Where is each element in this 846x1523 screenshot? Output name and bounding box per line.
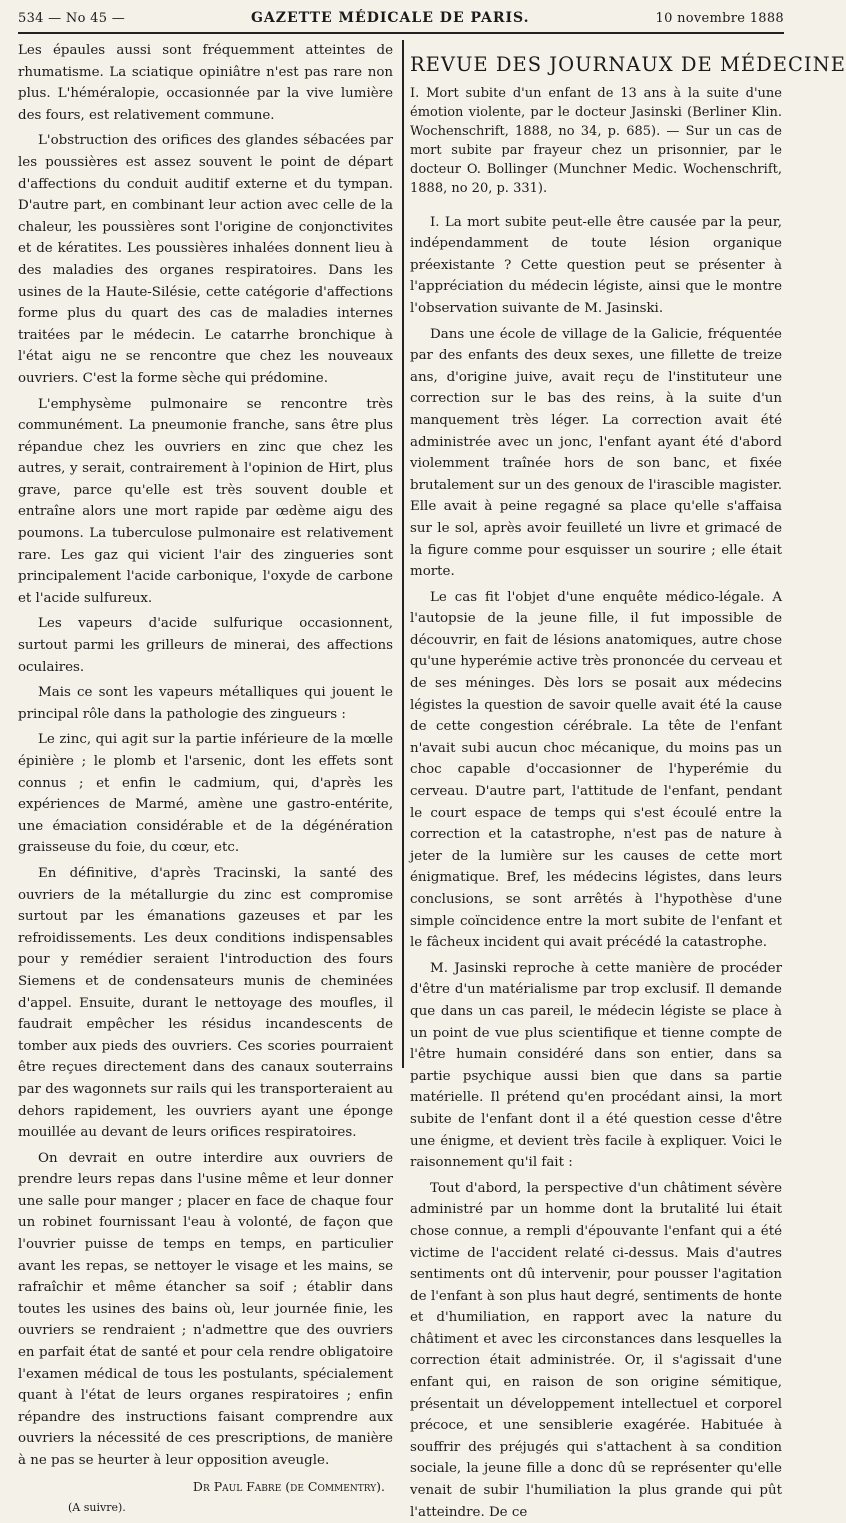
paragraph: Les vapeurs d'acide sulfurique occasionnent, surtout parmi les grilleurs de minerai, des affections oculaires.	[18, 616, 393, 675]
section-title: REVUE DES JOURNAUX DE MÉDECINE	[410, 53, 846, 76]
paragraph: M. Jasinski reproche à cette manière de procéder d'être d'un matérialisme par trop exclusif. Il demande que dans un cas pareil, le médecin légiste se place à un point de vue plus scientifique et tienne compte de l'être humain considéré dans son entier, dans sa partie psychique aussi bien que dans sa partie matérielle. Il prétend qu'en procédant ainsi, la mort subite de l'enfant dont il a été question cesse d'être une énigme, et devient très facile à expliquer. Voici le raisonnement qu'il fait :	[410, 960, 782, 1171]
paragraph: Tout d'abord, la perspective d'un châtiment sévère administré par un homme dont la brutalité lui était chose connue, a rempli d'épouvante l'enfant qui a été victime de l'accident relaté ci-dessus. Mais d'autres sentiments ont dû intervenir, pour pousser l'agitation de l'enfant à son plus haut degré, sentiments de honte et d'humiliation, en rapport avec la nature du châtiment et avec les circonstances dans lesquelles la correction était administrée. Or, il s'agissait d'une enfant qui, en raison de son origine sémitique, présentait un développement intellectuel et corporel précoce, et une sensiblerie exagérée. Habituée à souffrir des préjugés qui s'attachent à sa condition sociale, la jeune fille a donc dû se représenter qu'elle venait de subir l'humiliation la plus grande qui pût l'atteindre. De ce	[410, 1180, 782, 1520]
paragraph: Le zinc, qui agit sur la partie inférieure de la mœlle épinière ; le plomb et l'arsenic, dont les effets sont connus ; et enfin le cadmium, qui, d'après les expériences de Marmé, amène une gastro-entérite, une émaciation considérable et de la dégénération graisseuse du foie, du cœur, etc.	[18, 732, 393, 856]
paragraph: I. La mort subite peut-elle être causée par la peur, indépendamment de toute lésion organique préexistante ? Cette question peut se présenter à l'appréciation du médecin légiste, ainsi que le montre l'observation suivante de M. Jasinski.	[410, 214, 782, 316]
publication-title: GAZETTE MÉDICALE DE PARIS.	[250, 10, 530, 26]
author-signature: Dr Paul Fabre (de Commentry).	[192, 1478, 385, 1494]
paragraph: En définitive, d'après Tracinski, la santé des ouvriers de la métallurgie du zinc est compromise surtout par les émanations gazeuses et par les refroidissements. Les deux conditions indispensables pour y remédier seraient l'introduction des fours Siemens et de condensateurs munis de cheminées d'appel. Ensuite, durant le nettoyage des moufles, il faudrait empêcher les résidus incandescents de tomber aux pieds des ouvriers. Ces scories pourraient être reçues directement dans des canaux souterrains par des wagonnets sur rails qui les transporteraient au dehors rapidement, les ouvriers ayant une éponge mouillée au devant de leurs orifices respiratoires.	[18, 865, 393, 1141]
paragraph: Les épaules aussi sont fréquemment atteintes de rhumatisme. La sciatique opiniâtre n'est pas rare non plus. L'héméralopie, occasionnée par la vive lumière des fours, est relativement commune.	[18, 43, 393, 123]
right-column	[410, 40, 846, 1520]
header-rule	[18, 32, 784, 34]
paragraph: Dans une école de village de la Galicie, fréquentée par des enfants des deux sexes, une fillette de treize ans, d'origine juive, avait reçu de l'instituteur une correction sur le bas des reins, à la suite d'un manquement très léger. La correction avait été administrée avec un jonc, l'enfant ayant été d'abord violemment traînée hors de son banc, et fixée brutalement sur un des genoux de l'irascible magister. Elle avait à peine regagné sa place qu'elle s'affaisa sur le sol, après avoir feuilleté un livre et grimacé de la figure comme pour esquisser un sourire ; elle était morte.	[410, 326, 782, 580]
continued-note: (A suivre).	[68, 1501, 126, 1515]
column-divider	[402, 40, 404, 1068]
paragraph: L'obstruction des orifices des glandes sébacées par les poussières est assez souvent le point de départ d'affections du conduit auditif externe et du tympan. D'autre part, en combinant leur action avec celle de la chaleur, les poussières sont l'origine de conjonctivites et de kératites. Les poussières inhalées donnent lieu à des maladies des organes respiratoires. Dans les usines de la Haute-Silésie, cette catégorie d'affections forme plus du quart des cas de maladies internes traitées par le médecin. Le catarrhe bronchique à l'état aigu ne se rencontre que chez les nouveaux ouvriers. C'est la forme sèche qui prédomine.	[18, 133, 393, 386]
page-number: 534	[18, 10, 44, 26]
paragraph: L'emphysème pulmonaire se rencontre très communément. La pneumonie franche, sans être plus répandue chez les ouvriers en zinc que chez les autres, y serait, contrairement à l'opinion de Hirt, plus grave, parce qu'elle est très souvent double et entraîne alors une mort rapide par œdème aigu des poumons. La tuberculose pulmonaire est relativement rare. Les gaz qui vicient l'air des zingueries sont principalement l'acide carbonique, l'oxyde de carbone et l'acide sulfureux.	[18, 396, 393, 606]
paragraph: Le cas fit l'objet d'une enquête médico-légale. A l'autopsie de la jeune fille, il fut impossible de découvrir, en fait de lésions anatomiques, autre chose qu'une hyperémie active très prononcée du cerveau et de ses méninges. Dès lors se posait aux médecins légistes la question de savoir quelle avait été la cause de cette congestion cérébrale. La tête de l'enfant n'avait subi aucun choc mécanique, du moins pas un choc capable d'occasionner de l'hyperémie du cerveau. D'autre part, l'attitude de l'enfant, pendant le court espace de temps qui s'est écoulé entre la correction et la catastrophe, n'est pas de nature à jeter de la lumière sur les causes de cette mort énigmatique. Bref, les médecins légistes, dans leurs conclusions, se sont arrêtés à l'hypothèse d'une simple coïncidence entre la mort subite de l'enfant et le fâcheux incident qui avait précédé la catastrophe.	[410, 589, 782, 951]
article-reference: I. Mort subite d'un enfant de 13 ans à la suite d'une émotion violente, par le docteur Jasinski (Berliner Klin. Wochenschrift, 1888, no 34, p. 685). — Sur un cas de mort subite par frayeur chez un prisonnier, par le docteur O. Bollinger (Munchner Medic. Wochenschrift, 1888, no 20, p. 331).	[410, 85, 782, 196]
page-header	[18, 6, 784, 30]
left-column	[18, 40, 393, 1515]
paragraph: Mais ce sont les vapeurs métalliques qui jouent le principal rôle dans la pathologie des zingueurs :	[18, 685, 393, 722]
paragraph: On devrait en outre interdire aux ouvriers de prendre leurs repas dans l'usine même et leur donner une salle pour manger ; placer en face de chaque four un robinet fournissant l'eau à volonté, de façon que l'ouvrier puisse de temps en temps, en particulier avant les repas, se nettoyer le visage et les mains, se rafraîchir et même étancher sa soif ; établir dans toutes les usines des bains où, leur journée finie, les ouvriers se rendraient ; n'admettre que des ouvriers en parfait état de santé et pour cela rendre obligatoire l'examen médical de tous les postulants, spécialement quant à l'état de leurs organes respiratoires ; enfin répandre des instructions faisant comprendre aux ouvriers la nécessité de ces prescriptions, de manière à ne pas se heurter à leur opposition aveugle.	[18, 1150, 393, 1468]
page-number-issue	[18, 11, 125, 26]
article-body	[410, 212, 782, 1523]
issue-number: — No 45 —	[48, 10, 125, 26]
issue-date: 10 novembre 1888	[655, 10, 784, 26]
